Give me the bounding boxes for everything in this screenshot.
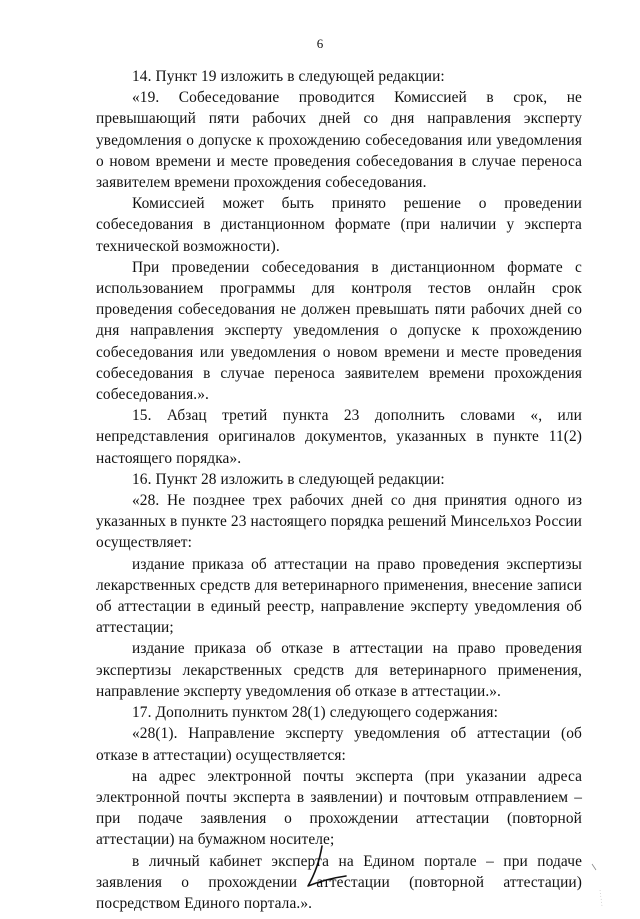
paragraph-item-17: 17. Дополнить пунктом 28(1) следующего содержания:	[132, 704, 498, 722]
paragraph-clause-19: «19. Собеседование проводится Комиссией в срок, не превышающий пяти рабочих дней со дня направления эксперту уведомления о допуске к прохождению собеседования или уведомления о новом времени и месте проведения собеседования в случае переноса заявителем времени прохождения собеседования.	[96, 89, 582, 192]
paragraph-item-15: 15. Абзац третий пункта 23 дополнить словами «, или непредставления оригиналов документов, указанных в пункте 11(2) настоящего порядка».	[96, 407, 582, 467]
scan-artifact-icon	[588, 860, 608, 910]
signature-mark-icon	[296, 842, 352, 892]
paragraph-remote-decision: Комиссией может быть принято решение о проведении собеседования в дистанционном формате (при наличии у эксперта технической возможности).	[96, 195, 582, 255]
document-body	[96, 66, 582, 914]
paragraph-portal-delivery: в личный кабинет эксперта на Едином портале – при подаче заявления о прохождении аттестации (повторной аттестации) посредством Единого портала.».	[96, 852, 582, 912]
paragraph-item-16: 16. Пункт 28 изложить в следующей редакции:	[132, 470, 445, 488]
paragraph-refusal-order: издание приказа об отказе в аттестации на право проведения экспертизы лекарственных средств для ветеринарного применения, направление эксперту уведомления об отказе в аттестации.».	[96, 640, 582, 700]
paragraph-email-delivery: на адрес электронной почты эксперта (при указании адреса электронной почты эксперта в заявлении) и почтовым отправлением – при подаче заявления о прохождении аттестации (повторной аттестации) на бумажном носителе;	[96, 767, 582, 849]
paragraph-clause-28-1: «28(1). Направление эксперту уведомления об аттестации (об отказе в аттестации) осуществляется:	[96, 725, 582, 764]
paragraph-clause-28: «28. Не позднее трех рабочих дней со дня принятия одного из указанных в пункте 23 настоящего порядка решений Минсельхоз России осуществляет:	[96, 492, 582, 552]
paragraph-remote-interview: При проведении собеседования в дистанционном формате с использованием программы для контроля тестов онлайн срок проведения собеседования не должен превышать пяти рабочих дней со дня направления эксперту уведомления о допуске к прохождению собеседования или уведомления о новом времени и месте проведения собеседования в случае переноса заявителем времени прохождения собеседования.».	[96, 258, 582, 404]
paragraph-attestation-order: издание приказа об аттестации на право проведения экспертизы лекарственных средств для ветеринарного применения, внесение записи об аттестации в единый реестр, направление эксперту уведомления об аттестации;	[96, 555, 582, 637]
page-number: 6	[316, 36, 324, 51]
paragraph-item-14: 14. Пункт 19 изложить в следующей редакции:	[132, 68, 445, 85]
